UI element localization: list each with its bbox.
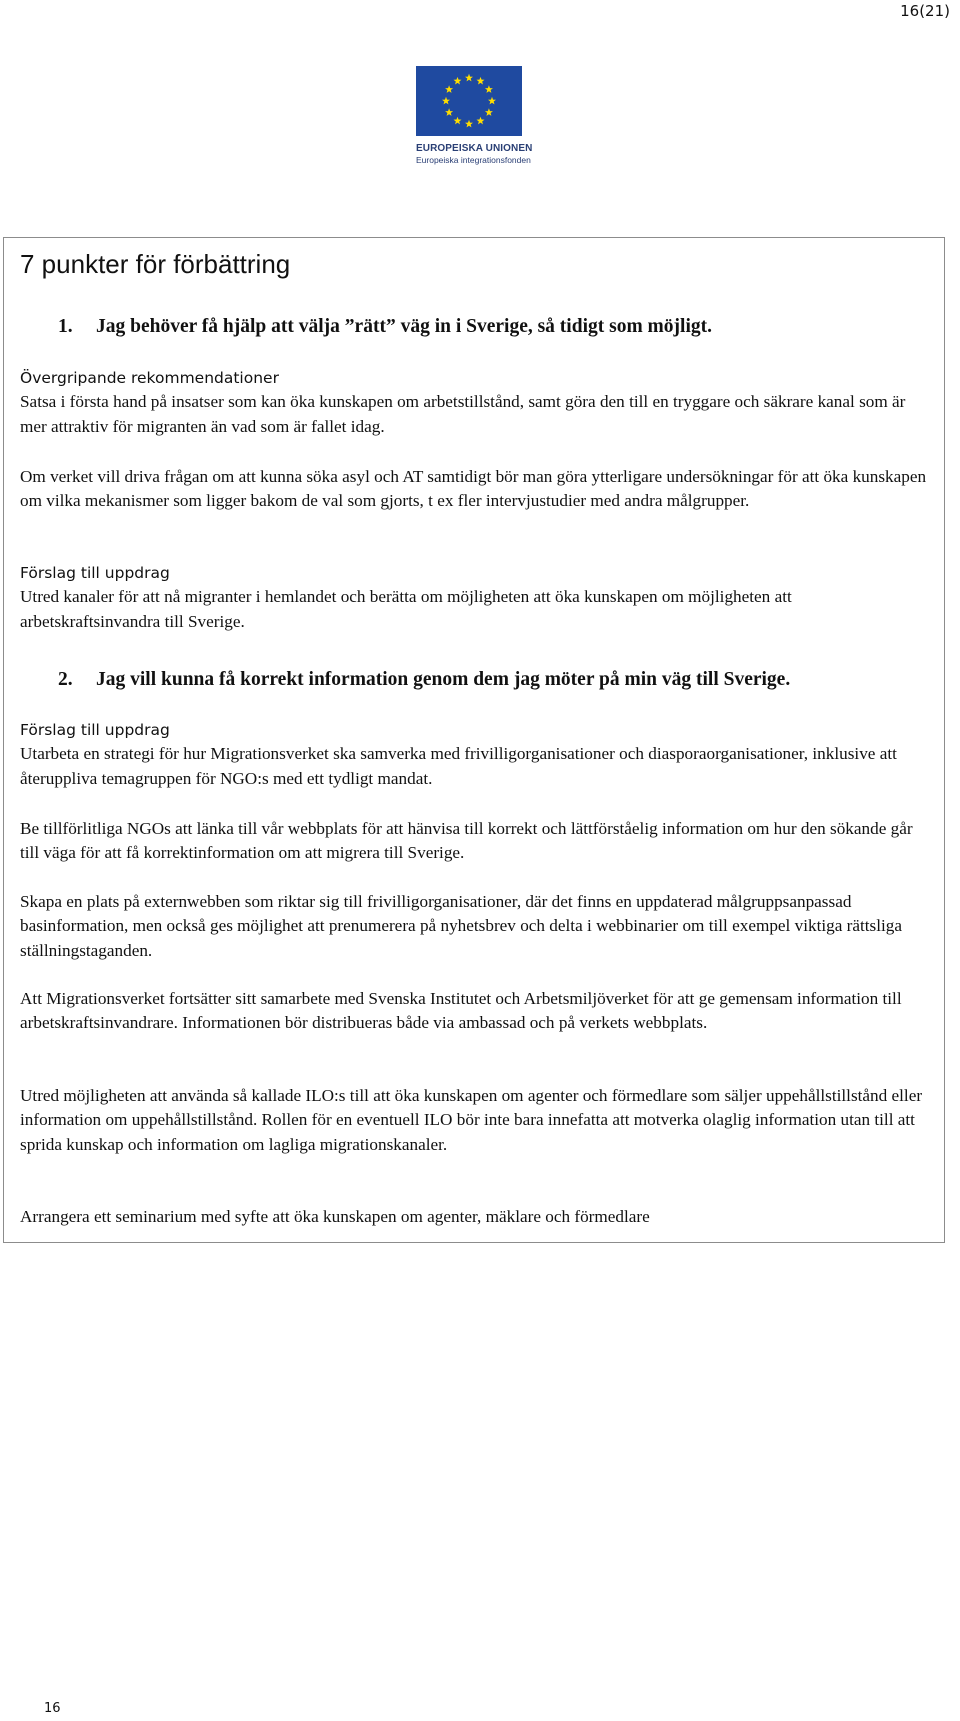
recommendations-text: Satsa i första hand på insatser som kan öka kunskapen om arbetstillstånd, samt göra den till en tryggare och säkrare kanal som är mer attraktiv för migranten än vad som är fallet idag. <box>20 392 906 436</box>
footer-page-number: 16 <box>44 1701 61 1716</box>
paragraph-web: Skapa en plats på externwebben som riktar sig till frivilligorganisationer, där det finns en uppdaterad målgruppsanpassad basinformation, men också ges möjlighet att prenumerera på nyhetsbrev och delta i webbinarier om till exempel viktiga rättsliga ställningstaganden. <box>20 892 903 960</box>
proposal-2-section <box>20 718 935 791</box>
page-title: 7 punkter för förbättring <box>20 249 291 279</box>
point-2-text: Jag vill kunna få korrekt information genom dem jag möter på min väg till Sverige. <box>96 669 791 690</box>
proposal-1-section <box>20 561 935 634</box>
page-indicator: 16(21) <box>900 2 950 20</box>
point-2-heading <box>58 669 790 691</box>
proposal-2-text: Utarbeta en strategi för hur Migrationsverket ska samverka med frivilligorganisationer och diasporaorganisationer, inklusive att återuppliva temagruppen för NGO:s med ett tydligt mandat. <box>20 744 897 788</box>
point-1-number: 1. <box>58 316 73 337</box>
paragraph-asyl: Om verket vill driva frågan om att kunna söka asyl och AT samtidigt bör man göra ytterligare undersökningar för att öka kunskapen om vilka mekanismer som ligger bakom de val som gjorts, t ex fler intervjustudier med andra målgrupper. <box>20 467 927 511</box>
paragraph-ngo: Be tillförlitliga NGOs att länka till vår webbplats för att hänvisa till korrekt och lättförståelig information om hur den sökande går till väga för att få korrektinformation om att migrera till Sverige. <box>20 819 913 863</box>
point-1-text: Jag behöver få hjälp att välja ”rätt” väg in i Sverige, så tidigt som möjligt. <box>96 316 713 337</box>
logo-title: EUROPEISKA UNIONEN <box>416 143 533 154</box>
eu-logo <box>416 66 533 165</box>
point-1-heading <box>58 316 712 338</box>
paragraph-seminar: Arrangera ett seminarium med syfte att öka kunskapen om agenter, mäklare och förmedlare <box>20 1207 650 1226</box>
eu-flag-icon <box>416 66 522 136</box>
point-2-number: 2. <box>58 669 73 690</box>
proposal-1-label: Förslag till uppdrag <box>20 564 170 582</box>
recommendations-label: Övergripande rekommendationer <box>20 369 279 387</box>
recommendations-section <box>20 366 935 439</box>
paragraph-si: Att Migrationsverket fortsätter sitt samarbete med Svenska Institutet och Arbetsmiljöverket för att ge gemensam information till arbetskraftsinvandrare. Informationen bör distribueras både via ambassad och på verkets webbplats. <box>20 989 902 1033</box>
logo-subtitle: Europeiska integrationsfonden <box>416 155 531 165</box>
paragraph-ilo: Utred möjligheten att använda så kallade ILO:s till att öka kunskapen om agenter och förmedlare som säljer uppehållstillstånd eller information om uppehållstillstånd. Rollen för en eventuell ILO bör inte bara innefatta att motverka olaglig information utan till att sprida kunskap och information om lagliga migrationskanaler. <box>20 1086 923 1154</box>
proposal-2-label: Förslag till uppdrag <box>20 721 170 739</box>
proposal-1-text: Utred kanaler för att nå migranter i hemlandet och berätta om möjligheten att öka kunskapen om möjligheten att arbetskraftsinvandra till Sverige. <box>20 587 792 631</box>
